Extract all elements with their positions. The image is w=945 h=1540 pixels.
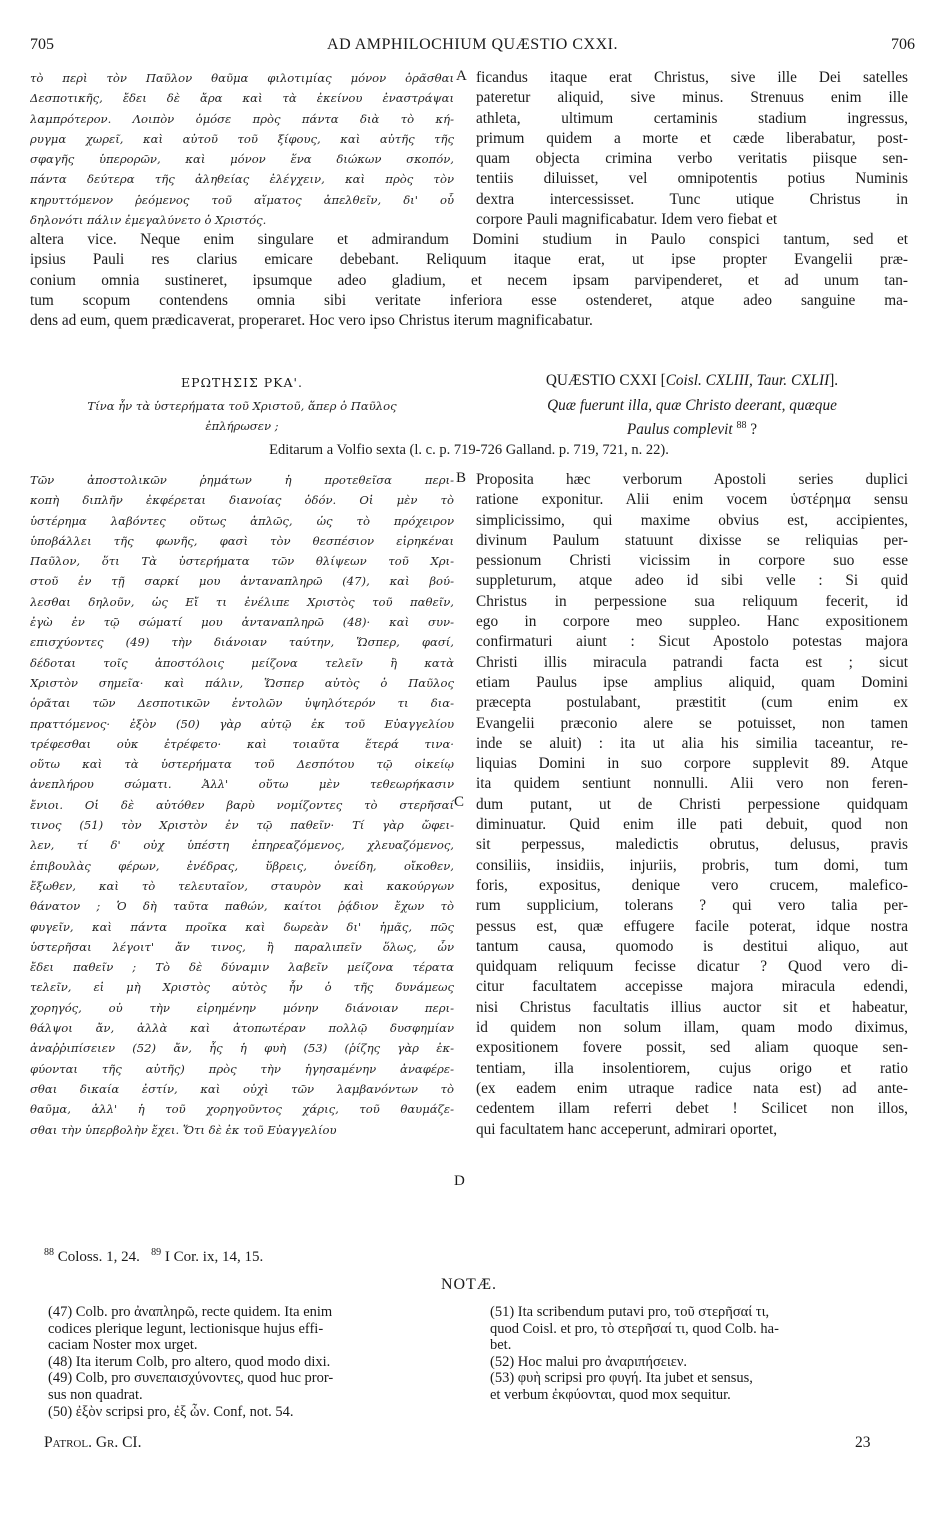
note-line: (53) φυὴ scripsi pro φυγή. Ita jubet et sensus, xyxy=(490,1370,753,1387)
latin-text-line: suppleturum, atque adeo id sibi velle : Si quid xyxy=(476,572,908,590)
latin-text-line: Proposita hæc verborum Apostoli series duplici xyxy=(476,471,908,488)
greek-text-line: οὕτω καὶ τὰ ὑστερήματα τοῦ Δεσπότου τῷ οἰκείῳ xyxy=(30,757,454,772)
greek-text-line: τὸ περὶ τὸν Παῦλον θαῦμα φιλοτιμίας μόνον ὁρᾶσθαι xyxy=(30,71,454,85)
body-greek-column xyxy=(30,470,454,1140)
latin-question xyxy=(476,396,908,441)
greek-question-line-2: ἐπλήρωσεν ; xyxy=(205,419,279,434)
note-line: sus non quadrat. xyxy=(48,1386,143,1403)
latin-text-line: ficandus itaque erat Christus, sive ille Dei satelles xyxy=(476,69,908,86)
greek-text-line: Δεσποτικῆς, ἔδει δὲ ἄρα καὶ τὰ ἐκείνου ἐναστράψαι xyxy=(30,91,454,106)
latin-text-line: conium omnia sustineret, ipsumque adeo gladium, et necem ipsam parvipenderet, et ad unum tan- xyxy=(30,271,908,289)
top-greek-column xyxy=(30,68,454,230)
latin-text-line: consiliis, insidiis, injuriis, probris, tum domi, tum xyxy=(476,856,908,874)
notes-right-column xyxy=(490,1304,910,1404)
latin-text-line: rum supplicium, tolerans ? qui vero talia per- xyxy=(476,897,908,915)
latin-question-line-2 xyxy=(476,416,908,440)
latin-text-line: confirmaturi aiunt : Sicut Apostolo potestas majora xyxy=(476,633,908,651)
latin-text-line: (ex eadem enim utraque radice nata est) ad ante- xyxy=(476,1079,908,1097)
latin-question-line-2-text: Paulus complevit xyxy=(626,421,733,439)
greek-text-line: ἀνεπλήρου σώματι. Ἀλλ' οὕτω μὲν τεθεωρήκασιν xyxy=(30,777,454,792)
greek-text-line: σφαγῆς ὑπερορῶν, καὶ μόνον ἕνα διώκων σκοπόν, xyxy=(30,152,454,167)
latin-text-line: foris, expositus, denique vero crucem, malefico- xyxy=(476,876,908,894)
body-latin-column xyxy=(476,470,908,1140)
margin-marker-c: C xyxy=(454,794,465,810)
greek-text-line: δηλονότι πάλιν ἐμεγαλύνετο ὁ Χριστός. xyxy=(30,213,267,228)
editarum-line: Editarum a Volfio sexta (l. c. p. 719-726 Galland. p. 719, 721, n. 22). xyxy=(269,442,669,458)
greek-text-line: φυγεῖν, καὶ πάντα προῖκα καὶ δωρεὰν δι' ἡμᾶς, πῶς xyxy=(30,919,454,934)
right-column-number: 706 xyxy=(891,36,915,53)
notes-title: NOTÆ. xyxy=(440,1276,498,1293)
greek-text-line: σθαι τὴν ὑπερβολὴν ἔχει. Ὅτι δὲ ἐκ τοῦ Εὐαγγελίου xyxy=(30,1122,337,1137)
note-line: (52) Hoc malui pro ἀναριπήσειεν. xyxy=(490,1353,688,1370)
greek-text-line: ἔδει παθεῖν ; Τὸ δὲ δύναμιν λαβεῖν μείζονα τέρατα xyxy=(30,960,454,975)
latin-text-line: athleta, ultimum certaminis stadium ingressus, xyxy=(476,109,908,127)
greek-question-line-1: Τίνα ἦν τὰ ὑστερήματα τοῦ Χριστοῦ, ἅπερ ὁ Παῦλος xyxy=(87,399,397,413)
latin-text-line: tentiis diluisset, vel omnipotentis potius Numinis xyxy=(476,170,908,188)
greek-text-line: ἀναῤῥιπίσειεν (52) ἄν, ἧς ἡ φυὴ (53) (ῥίζης γὰρ ἐκ- xyxy=(30,1041,454,1056)
greek-text-line: ρυγμα χωρεῖ, καὶ αὐτοῦ τοῦ ξίφους, καὶ αὐτῆς τῆς xyxy=(30,131,454,146)
latin-text-line: id quidem non solum illam, quam modo diximus, xyxy=(476,1019,908,1037)
latin-text-line: pessionum Christi vicissim in corpore suo esse xyxy=(476,552,908,570)
greek-text-line: σθαι δικαία ἐστίν, καὶ οὐχὶ τῶν λαμβανόντων τὸ xyxy=(30,1081,454,1096)
latin-text-line: divinum Paulum statuunt dixisse se reliquias per- xyxy=(476,531,908,549)
footnote-88-number: 88 xyxy=(44,1247,54,1258)
latin-text-line: pessus est, quæ effugere facile poterat, idque nostra xyxy=(476,917,908,935)
latin-text-line: liquias Domini in suo corpore supplevit 89. Atque xyxy=(476,755,908,773)
greek-text-line: τρέφεσθαι οὐκ ἐτρέφετο· καὶ τοιαῦτα ἕτερά τινα· xyxy=(30,736,454,751)
greek-text-line: Χριστὸν σημεῖα· καὶ πάλιν, Ὥσπερ αὐτὸς ὁ Παῦλος xyxy=(30,675,454,690)
footnote-88-text: Coloss. 1, 24. xyxy=(57,1249,140,1265)
latin-text-line: pateretur aliquid, sive minus. Strenuus enim ille xyxy=(476,89,908,107)
greek-text-line: λαμπρότερον. Λοιπὸν ὁμόσε πρὸς πάντα διὰ τὸ κή- xyxy=(30,111,454,126)
note-line: quod Coisl. et pro, τὸ στερῆσαί τι, quod Colb. ha- xyxy=(490,1320,779,1337)
latin-text-line: quam objecta crimina verbo veritatis piisque sen- xyxy=(476,150,908,168)
full-width-latin-text xyxy=(30,230,908,331)
greek-text-line: θαῦμα, ἀλλ' ἡ τοῦ χορηγοῦντος χάρις, τοῦ θαυμάζε- xyxy=(30,1102,454,1117)
latin-text-line: nisi Christus facultatis illius auctor sit et habeatur, xyxy=(476,998,908,1016)
latin-question-end: ? xyxy=(746,421,758,439)
greek-text-line: Τῶν ἀποστολικῶν ῥημάτων ἡ προτεθεῖσα περι- xyxy=(30,473,454,487)
greek-text-line: ἐγὼ ἐν τῷ σώματί μου ἀνταναπληρῶ (48)· καὶ συν- xyxy=(30,615,454,630)
margin-marker-d: D xyxy=(454,1173,465,1189)
footnote-89-text: I Cor. ix, 14, 15. xyxy=(164,1249,264,1265)
greek-question xyxy=(30,396,454,437)
note-line: et verbum ἐκφύονται, quod mox sequitur. xyxy=(490,1386,731,1403)
latin-text-line: corpore Pauli magnificabatur. Idem vero fiebat et xyxy=(476,211,778,229)
note-line: (47) Colb. pro ἀναπληρῶ, recte quidem. Ita enim xyxy=(48,1304,333,1320)
latin-text-line: citur facultatem accepisse majora miracula edendi, xyxy=(476,978,908,996)
footnotes xyxy=(44,1247,464,1266)
greek-text-line: λεσθαι δηλοῦν, ὡς Εἴ τι ἐνέλιπε Χριστὸς τοῦ παθεῖν, xyxy=(30,594,454,609)
latin-question-title xyxy=(476,372,908,390)
latin-text-line: sit perpessus, maledictis obrutus, delusus, pravis xyxy=(476,836,908,854)
note-line: codices plerique legunt, lectionisque hujus effi- xyxy=(48,1320,324,1337)
note-line: (49) Colb, pro συνεπαισχύνοντες, quod huc pror- xyxy=(48,1370,334,1387)
greek-text-line: ὁρᾶται τῶν Δεσποτικῶν ἐντολῶν ὑψηλότερόν τι δια- xyxy=(30,696,454,711)
greek-text-line: ἔξωθεν, καὶ τὸ τελευταῖον, σταυρὸν καὶ κακούργων xyxy=(30,878,454,893)
greek-text-line: θάνατον ; Ὁ δὴ ταῦτα παθών, καίτοι ῥᾴδιον ἔχων τὸ xyxy=(30,899,454,914)
latin-text-line: quidquam reliquum fecisse dicatur ? Quod vero di- xyxy=(476,958,908,976)
latin-text-line: expositionem fovere possit, sed aliam quoque sen- xyxy=(476,1039,908,1057)
latin-text-line: cedentem illam referri debet ! Scilicet non illos, xyxy=(476,1100,908,1118)
latin-text-line: ipsius Pauli res clarius emicare debebant. Reliquum itaque erat, ut ipse propter Evangelii præ- xyxy=(30,251,908,269)
note-line: (51) Ita scribendum putavi pro, τοῦ στερῆσαί τι, xyxy=(490,1304,770,1320)
greek-text-line: φύονται τῆς αὐτῆς) πρὸς τὴν ἡγησαμένην ἀναφέρε- xyxy=(30,1061,454,1076)
latin-text-line: Christus in perpessione sua reliquum fecerit, id xyxy=(476,592,908,610)
margin-marker-a: A xyxy=(456,68,467,84)
greek-text-line: δέδοται τοῖς ἀποστόλοις μείζονα τελεῖν ἢ κατὰ xyxy=(30,655,454,670)
greek-text-line: επισχύοντες (49) τὴν διάνοιαν ταύτην, Ὥσπερ, φασί, xyxy=(30,635,454,650)
latin-text-line: etiam Paulus ipse amplius aliquid, quam Domini xyxy=(476,673,908,691)
gathering-signature: 23 xyxy=(855,1434,871,1451)
greek-text-line: ὑστερῆσαι λέγοιτ' ἄν τινος, ἢ παραλιπεῖν ὅλως, ὧν xyxy=(30,939,454,954)
latin-title-suffix: ]. xyxy=(829,372,839,389)
greek-text-line: κοπὴ διπλῆν ἐκφέρεται διανοίας ὁδόν. Οἱ μὲν τὸ xyxy=(30,493,454,508)
latin-text-line: præcepta postulabant, præstitit (cum enim ex xyxy=(476,694,908,712)
footnote-89-number: 89 xyxy=(151,1247,162,1258)
latin-question-line-1: Quæ fuerunt illa, quæ Christo deerant, quæque xyxy=(547,397,837,414)
latin-text-line: tentiam, illa insolentiorem, cujus origo et ratio xyxy=(476,1059,908,1077)
notes-left-column xyxy=(48,1304,458,1420)
latin-title-sources: Coisl. CXLIII, Taur. CXLII xyxy=(665,372,830,389)
greek-text-line: χορηγός, οὐ τὴν εἰρημένην μόνην διάνοιαν περι- xyxy=(30,1000,454,1015)
latin-text-line: qui facultatem hanc acceperunt, admirari oportet, xyxy=(476,1120,778,1138)
latin-text-line: ita quidem sentiunt nonnulli. Alii vero non feren- xyxy=(476,775,908,793)
greek-text-line: ὑστέρημα λαβόντες οὕτως ἁπλῶς, ὡς τὸ πρόχειρον xyxy=(30,513,454,528)
latin-text-line: dum putant, ut de Christi perpessione quidquam xyxy=(476,795,908,813)
greek-text-line: ὑποβάλλει τῆς φωνῆς, φασὶ τὸν θεσπέσιον εἰρηκέναι xyxy=(30,533,454,548)
latin-text-line: dens ad eum, quem prædicaverat, properaret. Hoc vero ipso Christus iterum magnificabatur. xyxy=(30,312,593,330)
latin-text-line: Christi illis miracula patrandi facta est ; sicut xyxy=(476,653,908,671)
greek-text-line: στοῦ ἐν τῇ σαρκί μου ἀνταναπληρῶ (47), καὶ βού- xyxy=(30,574,454,589)
greek-text-line: θάλψοι ἄν, ἀλλὰ καὶ ἀτοπωτέραν πολλῷ δυσφημίαν xyxy=(30,1021,454,1036)
greek-text-line: ἐπιβουλὰς φέρων, ἐνέδρας, ὕβρεις, ὀνείδη, οἴκοθεν, xyxy=(30,858,454,873)
running-head xyxy=(30,36,915,58)
note-line: (48) Ita iterum Colb, pro altero, quod modo dixi. xyxy=(48,1353,331,1370)
latin-title-prefix: QUÆSTIO CXXI [ xyxy=(545,372,666,389)
patrologia-signature-line: Patrol. Gr. CI. xyxy=(44,1434,142,1451)
latin-text-line: altera vice. Neque enim singulare et admirandum Domini studium in Paulo conspici tantum, sed et xyxy=(30,231,908,248)
latin-text-line: inde se aluit) : ita ut alia his similia taceantur, re- xyxy=(476,734,908,752)
greek-text-line: λεν, τί δ' οὐχ ὑπέστη ἐπηρεαζόμενος, χλευαζόμενος, xyxy=(30,838,454,853)
greek-text-line: ἔνιοι. Οἱ δὲ αὐτόθεν βαρὺ νομίζοντες τὸ στερῆσαί xyxy=(30,797,454,812)
greek-text-line: κηρυττόμενον ῥεόμενος τοῦ αἵματος ἀπελθεῖν, δι' οὗ xyxy=(30,192,454,207)
note-line: caciam Noster mox urget. xyxy=(48,1337,198,1354)
greek-text-line: τελεῖν, εἰ μὴ Χριστὸς αὐτὸς ἦν ὁ τῆς δυνάμεως xyxy=(30,980,454,995)
latin-text-line: primum quidem a morte et cæde liberabatur, post- xyxy=(476,129,908,147)
footnote-ref-88: 88 xyxy=(736,420,747,432)
latin-text-line: simplicissimo, qui maxime obvius est, accipientes, xyxy=(476,511,908,529)
margin-marker-b: B xyxy=(456,470,467,486)
latin-text-line: tum scopum contendens omnia sibi veritate inferiora esse ostenderet, atque adeo sanguine ma- xyxy=(30,291,908,309)
latin-text-line: tantum causa, quomodo is destitui aliquo, aut xyxy=(476,937,908,955)
greek-text-line: Παῦλον, ὅτι Τὰ ὑστερήματα τῶν θλίψεων τοῦ Χρι- xyxy=(30,554,454,569)
left-column-number: 705 xyxy=(30,36,54,53)
latin-text-line: Evangelii præconio alere se potuisset, non tamen xyxy=(476,714,908,732)
latin-text-line: dextra intercessisset. Tunc utique Christus in xyxy=(476,190,908,208)
note-line: bet. xyxy=(490,1337,512,1354)
greek-text-line: πάντα δεύτερα τῆς ἀληθείας ἐλέγχειν, καὶ πρὸς τὸν xyxy=(30,172,454,187)
greek-text-line: πραττόμενος· ἐξὸν (50) γὰρ αὐτῷ ἐκ τοῦ Εὐαγγελίου xyxy=(30,716,454,731)
greek-question-title: ΕΡΩΤΗΣΙΣ ΡΚΑ'. xyxy=(181,375,303,390)
latin-text-line: ratione exponitur. Alii enim vocem ὑστέρημα sensu xyxy=(476,491,908,509)
note-line: (50) ἐξὸν scripsi pro, ἐξ ὧν. Conf, not. 54. xyxy=(48,1403,294,1420)
top-latin-column xyxy=(476,68,908,230)
latin-text-line: ego in corpore meo suppleo. Hanc expositionem xyxy=(476,613,908,631)
greek-text-line: τινος (51) τὸν Χριστὸν ἐν τῷ παθεῖν· Τί γὰρ ὤφει- xyxy=(30,818,454,833)
running-title: AD AMPHILOCHIUM QUÆSTIO CXXI. xyxy=(327,36,618,53)
latin-text-line: diminuatur. Quid enim ille pati debuit, quod non xyxy=(476,816,908,834)
